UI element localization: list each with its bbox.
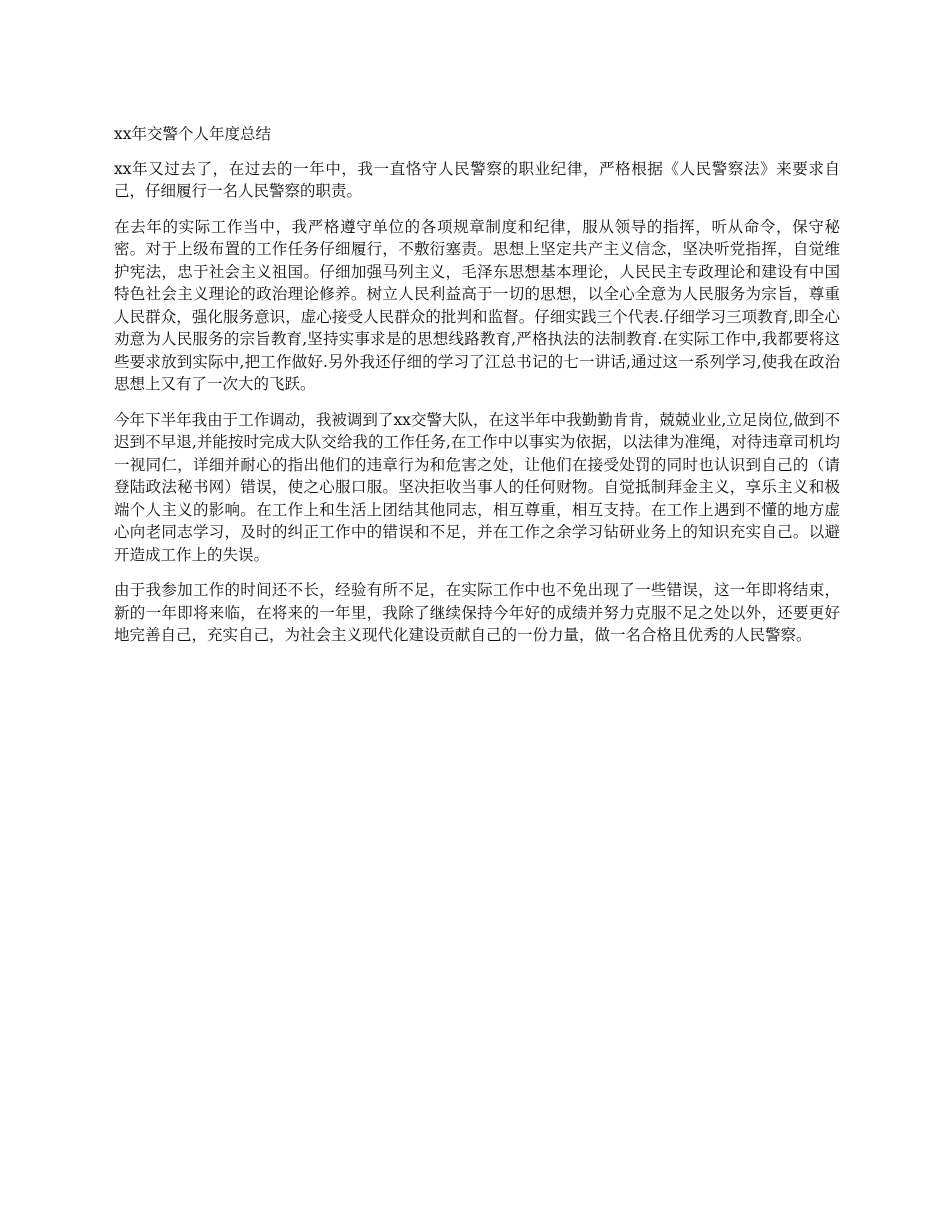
paragraph-3: 今年下半年我由于工作调动，我被调到了xx交警大队，在这半年中我勤勤肯肯，兢兢业业,立足岗位,做到不迟到不早退,并能按时完成大队交给我的工作任务,在工作中以事实为依据，以法律为准绳，对待违章司机均一视同仁，详细并耐心的指出他们的违章行为和危害之处，让他们在接受处罚的同时也认识到自己的（请登陆政法秘书网）错误，使之心服口服。坚决拒收当事人的任何财物。自觉抵制拜金主义，享乐主义和极端个人主义的影响。在工作上和生活上团结其他同志，相互尊重，相互支持。在工作上遇到不懂的地方虚心向老同志学习，及时的纠正工作中的错误和不足，并在工作之余学习钻研业务上的知识充实自己。以避开造成工作上的失误。 [114,410,840,564]
paragraph-4: 由于我参加工作的时间还不长，经验有所不足，在实际工作中也不免出现了一些错误，这一年即将结束，新的一年即将来临，在将来的一年里，我除了继续保持今年好的成绩并努力克服不足之处以外，还要更好地完善自己，充实自己，为社会主义现代化建设贡献自己的一份力量，做一名合格且优秀的人民警察。 [114,581,840,644]
document-title: xx年交警个人年度总结 [114,125,271,143]
paragraph-1: xx年又过去了，在过去的一年中，我一直恪守人民警察的职业纪律，严格根据《人民警察法》来要求自己，仔细履行一名人民警察的职责。 [114,159,840,200]
document-page [114,123,840,660]
paragraph-2: 在去年的实际工作当中，我严格遵守单位的各项规章制度和纪律，服从领导的指挥，听从命令，保守秘密。对于上级布置的工作任务仔细履行，不敷衍塞责。思想上坚定共产主义信念，坚决听党指挥，自觉维护宪法，忠于社会主义祖国。仔细加强马列主义，毛泽东思想基本理论，人民民主专政理论和建设有中国特色社会主义理论的政治理论修养。树立人民利益高于一切的思想，以全心全意为人民服务为宗旨，尊重人民群众，强化服务意识，虚心接受人民群众的批判和监督。仔细实践三个代表.仔细学习三项教育,即全心劝意为人民服务的宗旨教育,坚持实事求是的思想线路教育,严格执法的法制教育.在实际工作中,我都要将这些要求放到实际中,把工作做好.另外我还仔细的学习了江总书记的七一讲话,通过这一系列学习,使我在政治思想上又有了一次大的飞跃。 [114,217,840,393]
